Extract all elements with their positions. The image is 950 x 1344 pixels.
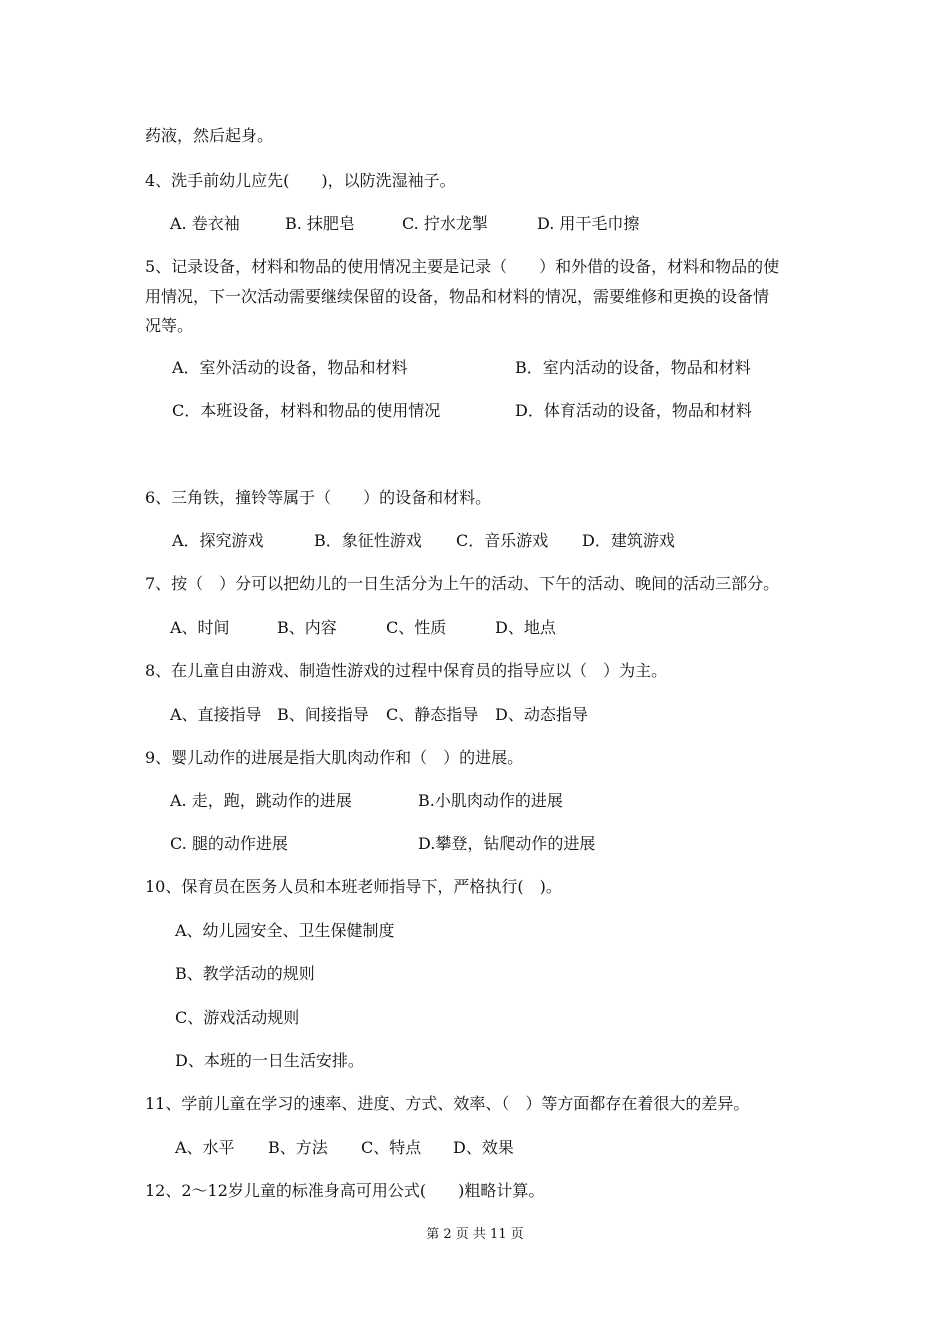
question-8-stem: 8、在儿童自由游戏、制造性游戏的过程中保育员的指导应以（ ）为主。	[145, 661, 668, 680]
question-10-stem: 10、保育员在医务人员和本班老师指导下，严格执行( )。	[145, 877, 562, 896]
question-4-stem: 4、洗手前幼儿应先( )，以防洗湿袖子。	[145, 171, 456, 190]
question-4-option-b: B. 抹肥皂	[285, 214, 355, 233]
question-9-option-d: D.攀登，钻爬动作的进展	[418, 834, 596, 853]
question-5-option-c: C．本班设备，材料和物品的使用情况	[172, 401, 441, 420]
question-8-option-a: A、直接指导	[170, 705, 262, 724]
question-7-option-a: A、时间	[170, 618, 230, 637]
question-7-option-b: B、内容	[277, 618, 337, 637]
question-6-option-d: D．建筑游戏	[582, 531, 675, 550]
question-11-option-b: B、方法	[268, 1138, 328, 1157]
question-12-stem: 12、2～12岁儿童的标准身高可用公式( )粗略计算。	[145, 1181, 545, 1200]
question-10-option-a: A、幼儿园安全、卫生保健制度	[175, 921, 395, 940]
question-11-option-a: A、水平	[175, 1138, 235, 1157]
question-8-option-c: C、静态指导	[386, 705, 479, 724]
question-5-stem-line-2: 用情况，下一次活动需要继续保留的设备，物品和材料的情况，需要维修和更换的设备情	[145, 287, 770, 306]
question-9-option-b: B.小肌肉动作的进展	[418, 791, 563, 810]
question-8-option-d: D、动态指导	[495, 705, 588, 724]
question-7-option-d: D、地点	[495, 618, 556, 637]
question-5-stem-line-1: 5、记录设备，材料和物品的使用情况主要是记录（ ）和外借的设备，材料和物品的使	[145, 257, 780, 276]
question-4-option-c: C. 拧水龙掣	[402, 214, 488, 233]
question-10-option-d: D、本班的一日生活安排。	[175, 1051, 364, 1070]
question-6-option-b: B．象征性游戏	[314, 531, 422, 550]
question-5-stem-line-3: 况等。	[145, 316, 194, 335]
question-6-stem: 6、三角铁，撞铃等属于（ ）的设备和材料。	[145, 488, 492, 507]
continuation-text: 药液，然后起身。	[145, 126, 274, 145]
question-5-option-a: A．室外活动的设备，物品和材料	[172, 358, 408, 377]
question-11-stem: 11、学前儿童在学习的速率、进度、方式、效率、（ ）等方面都存在着很大的差异。	[145, 1094, 750, 1113]
question-5-option-b: B．室内活动的设备，物品和材料	[515, 358, 751, 377]
question-6-option-a: A．探究游戏	[172, 531, 264, 550]
question-10-option-c: C、游戏活动规则	[175, 1008, 300, 1027]
question-4-option-d: D. 用干毛巾擦	[537, 214, 640, 233]
question-9-option-c: C. 腿的动作进展	[170, 834, 288, 853]
question-5-option-d: D．体育活动的设备，物品和材料	[515, 401, 752, 420]
question-11-option-d: D、效果	[453, 1138, 514, 1157]
question-8-option-b: B、间接指导	[277, 705, 369, 724]
page-number-footer: 第 2 页 共 11 页	[426, 1227, 524, 1242]
question-11-option-c: C、特点	[361, 1138, 422, 1157]
question-9-stem: 9、婴儿动作的进展是指大肌肉动作和（ ）的进展。	[145, 748, 524, 767]
question-7-stem: 7、按（ ）分可以把幼儿的一日生活分为上午的活动、下午的活动、晚间的活动三部分。	[145, 574, 780, 593]
question-10-option-b: B、教学活动的规则	[175, 964, 315, 983]
question-7-option-c: C、性质	[386, 618, 447, 637]
question-4-option-a: A. 卷衣袖	[170, 214, 240, 233]
question-9-option-a: A. 走，跑，跳动作的进展	[170, 791, 352, 810]
question-6-option-c: C．音乐游戏	[456, 531, 549, 550]
